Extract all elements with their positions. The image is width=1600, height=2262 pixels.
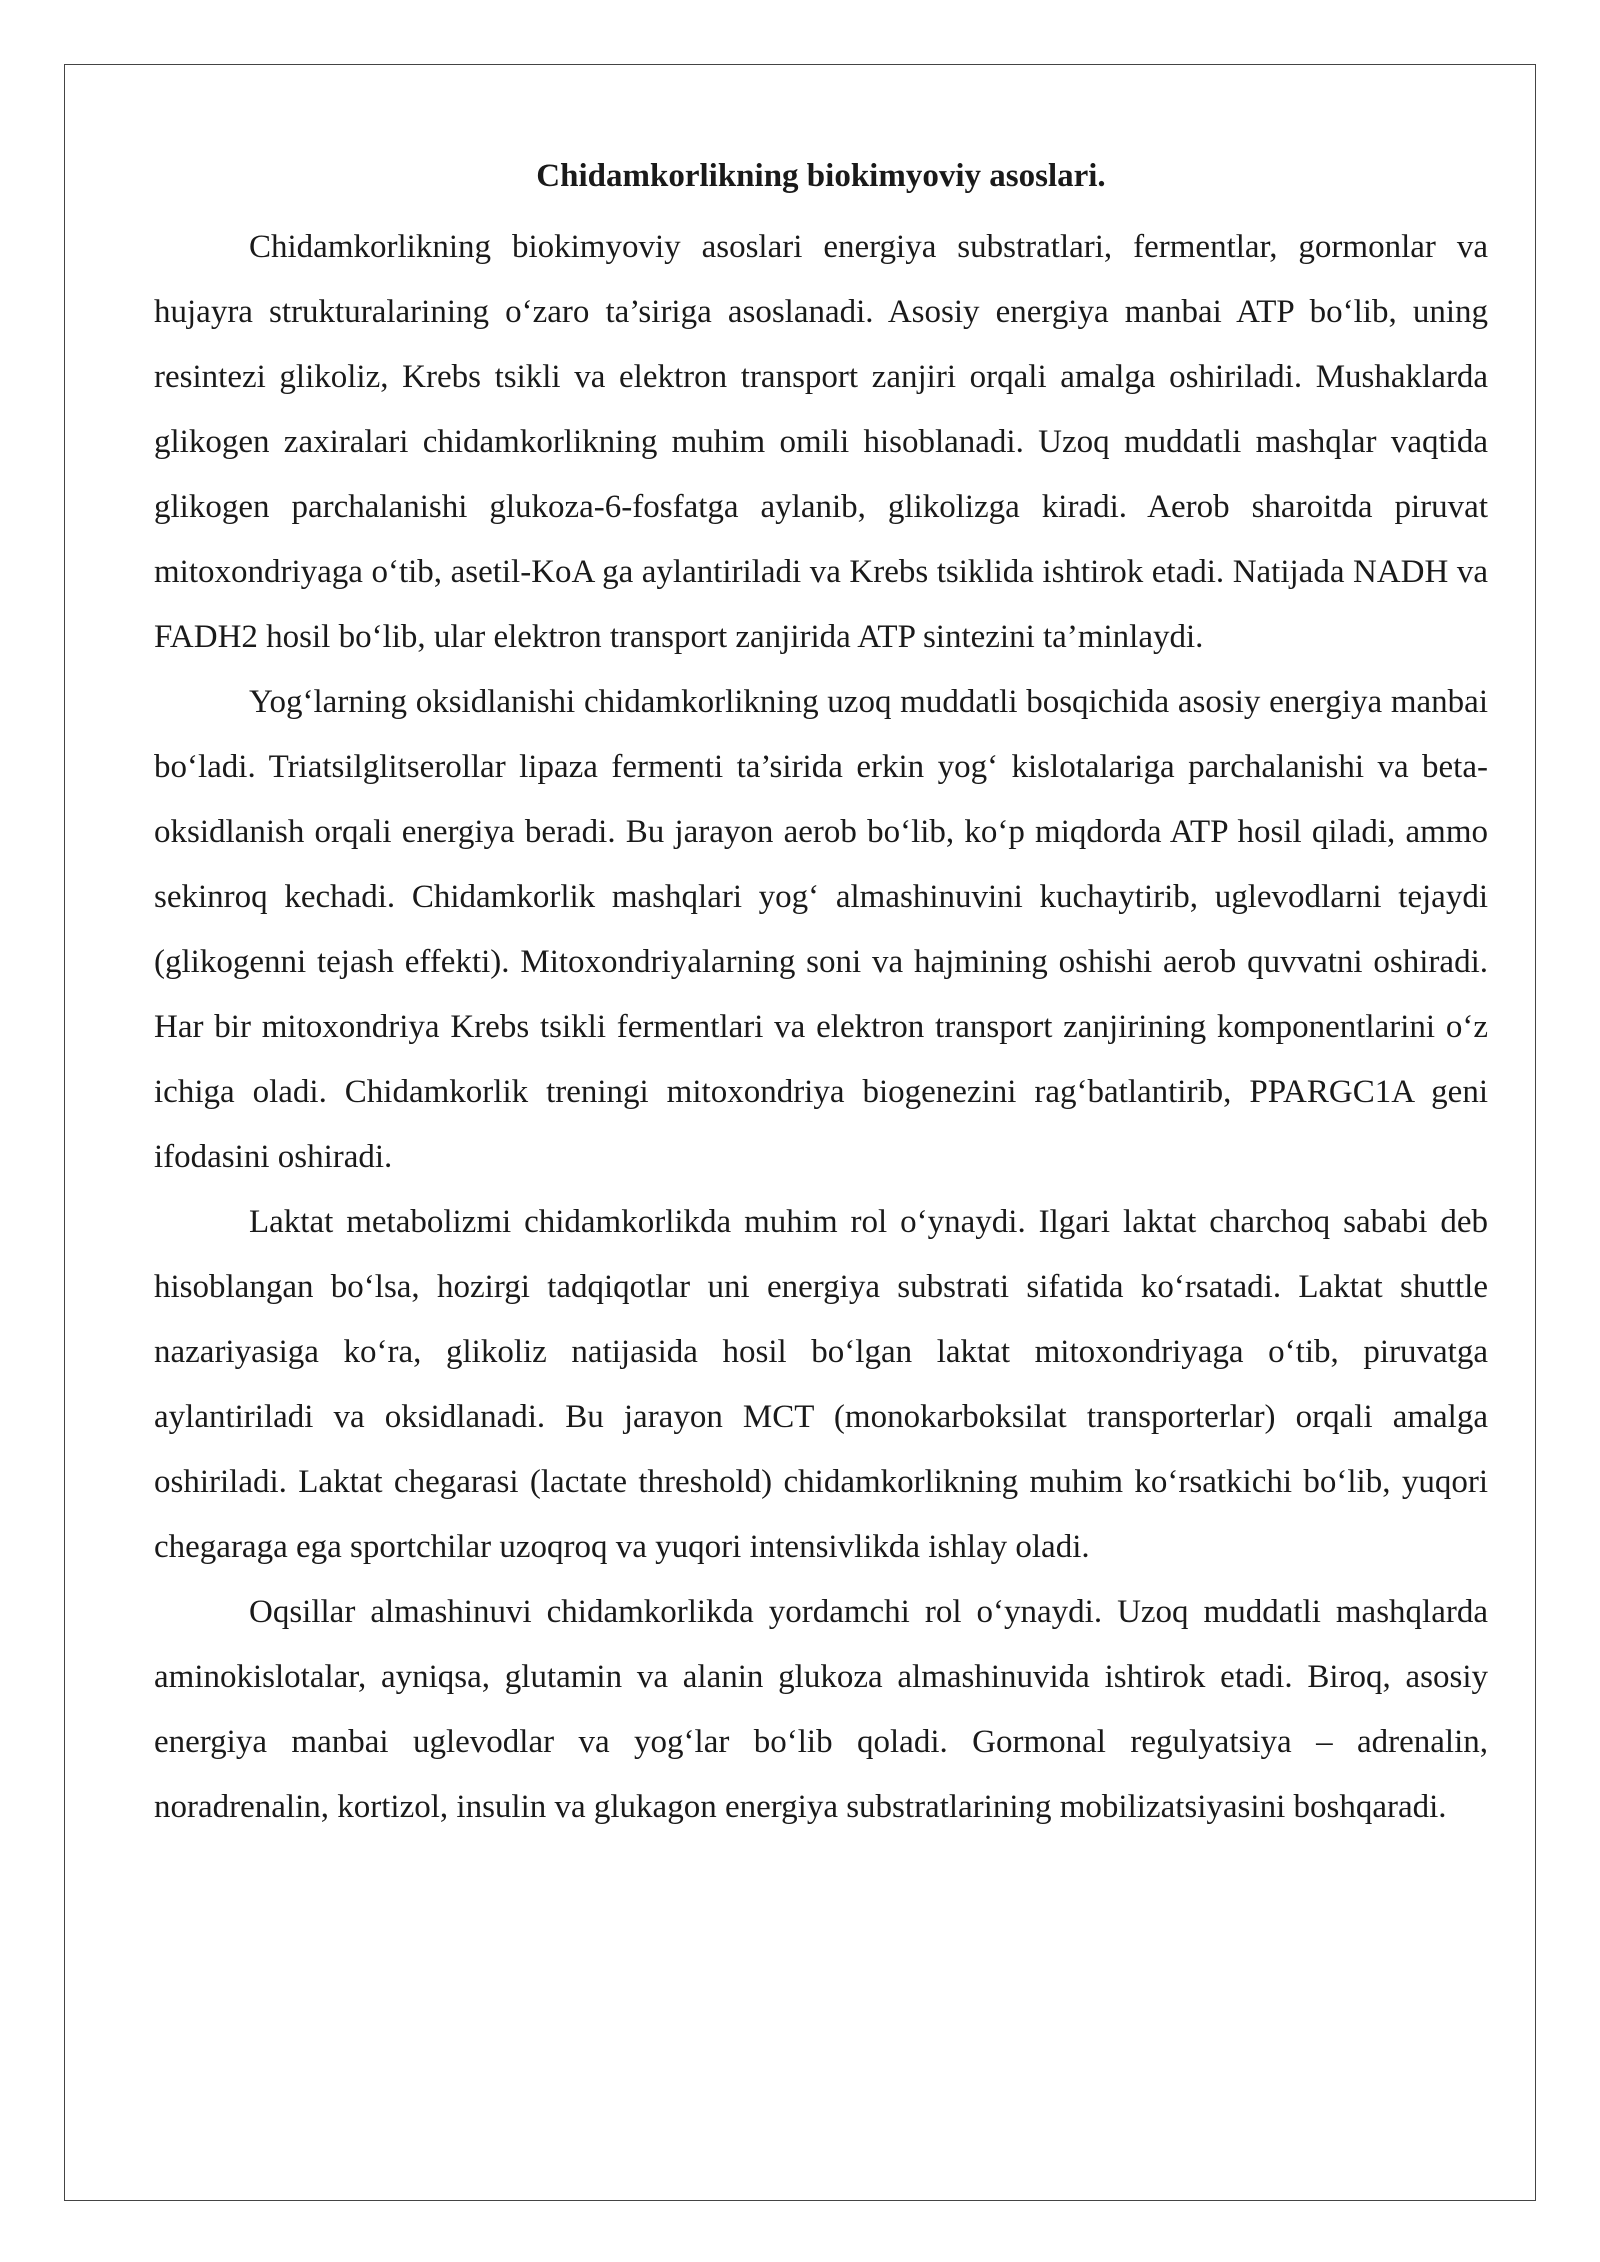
document-body xyxy=(154,151,1488,1840)
paragraph-lactate-metabolism: Laktat metabolizmi chidamkorlikda muhim rol o‘ynaydi. Ilgari laktat charchoq sababi deb hisoblangan bo‘lsa, hozirgi tadqiqotlar uni energiya substrati sifatida ko‘rsatadi. Laktat shuttle nazariyasiga ko‘ra, glikoliz natijasida hosil bo‘lgan laktat mitoxondriyaga o‘tib, piruvatga aylantiriladi va oksidlanadi. Bu jarayon MCT (monokarboksilat transporterlar) orqali amalga oshiriladi. Laktat chegarasi (lactate threshold) chidamkorlikning muhim ko‘rsatkichi bo‘lib, yuqori chegaraga ega sportchilar uzoqroq va yuqori intensivlikda ishlay oladi. xyxy=(154,1204,1488,1565)
document-title: Chidamkorlikning biokimyoviy asoslari. xyxy=(536,158,1106,194)
paragraph-protein-metabolism: Oqsillar almashinuvi chidamkorlikda yordamchi rol o‘ynaydi. Uzoq muddatli mashqlarda aminokislotalar, ayniqsa, glutamin va alanin glukoza almashinuvida ishtirok etadi. Biroq, asosiy energiya manbai uglevodlar va yog‘lar bo‘lib qoladi. Gormonal regulyatsiya – adrenalin, noradrenalin, kortizol, insulin va glukagon energiya substratlarining mobilizatsiyasini boshqaradi. xyxy=(154,1594,1488,1825)
paragraph-fat-oxidation: Yog‘larning oksidlanishi chidamkorlikning uzoq muddatli bosqichida asosiy energiya manbai bo‘ladi. Triatsilglitserollar lipaza fermenti ta’sirida erkin yog‘ kislotalariga parchalanishi va beta-oksidlanish orqali energiya beradi. Bu jarayon aerob bo‘lib, ko‘p miqdorda ATP hosil qiladi, ammo sekinroq kechadi. Chidamkorlik mashqlari yog‘ almashinuvini kuchaytirib, uglevodlarni tejaydi (glikogenni tejash effekti). Mitoxondriyalarning soni va hajmining oshishi aerob quvvatni oshiradi. Har bir mitoxondriya Krebs tsikli fermentlari va elektron transport zanjirining komponentlarini o‘z ichiga oladi. Chidamkorlik treningi mitoxondriya biogenezini rag‘batlantirib, PPARGC1A geni ifodasini oshiradi. xyxy=(154,684,1488,1175)
paragraph-energy-substrates: Chidamkorlikning biokimyoviy asoslari energiya substratlari, fermentlar, gormonlar va hujayra strukturalarining o‘zaro ta’siriga asoslanadi. Asosiy energiya manbai ATP bo‘lib, uning resintezi glikoliz, Krebs tsikli va elektron transport zanjiri orqali amalga oshiriladi. Mushaklarda glikogen zaxiralari chidamkorlikning muhim omili hisoblanadi. Uzoq muddatli mashqlar vaqtida glikogen parchalanishi glukoza-6-fosfatga aylanib, glikolizga kiradi. Aerob sharoitda piruvat mitoxondriyaga o‘tib, asetil-KoA ga aylantiriladi va Krebs tsiklida ishtirok etadi. Natijada NADH va FADH2 hosil bo‘lib, ular elektron transport zanjirida ATP sintezini ta’minlaydi. xyxy=(154,229,1488,655)
